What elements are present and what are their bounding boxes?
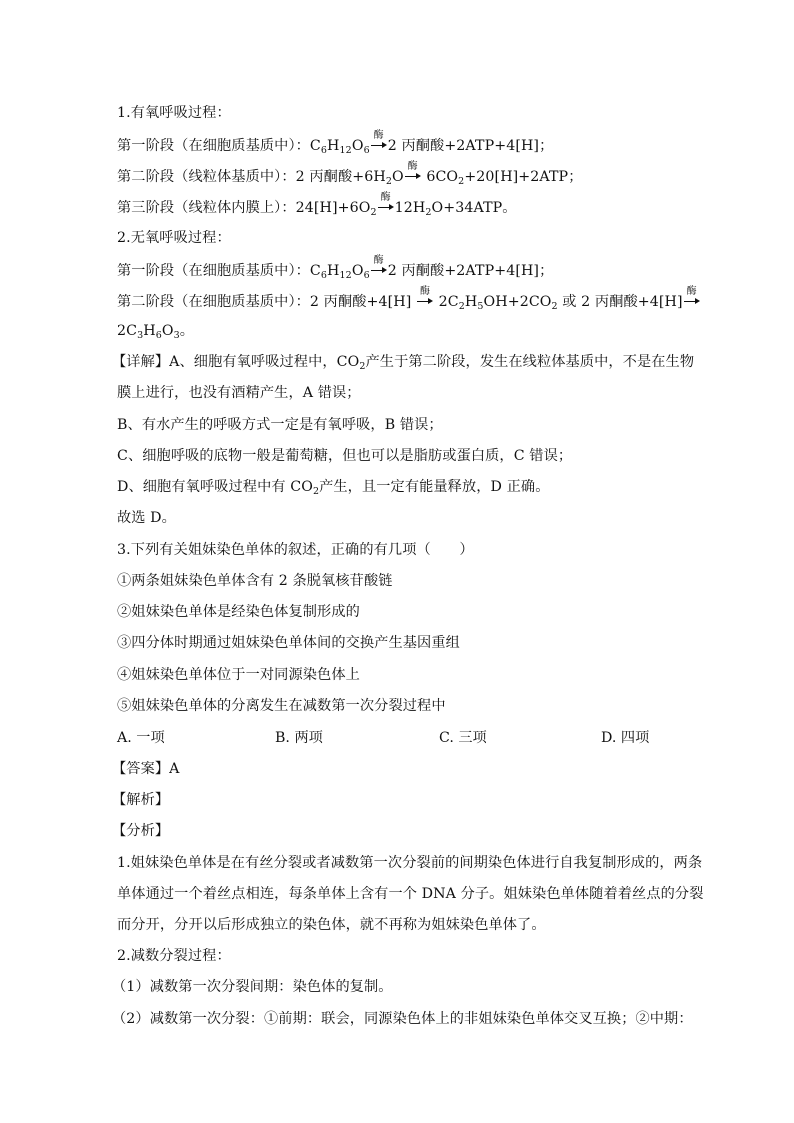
option-d: D. 四项 — [601, 730, 650, 746]
analysis-label: 【解析】 — [112, 792, 170, 808]
question-3-item-5: ⑤姐妹染色单体的分离发生在减数第一次分裂过程中 — [117, 698, 446, 714]
option-c: C. 三项 — [439, 730, 487, 746]
anaerobic-stage-1: 第一阶段（在细胞质基质中）：$C_6H_{12}O_6$ 酶 2 丙酮酸+2ATP+4[H]； — [117, 255, 554, 281]
answer-label: 【答案】A — [112, 761, 180, 777]
analysis-p2-item-2: （2）减数第一次分裂：①前期：联会，同源染色体上的非姐妹染色单体交叉互换；②中期： — [112, 1011, 693, 1027]
question-3-options — [117, 728, 677, 748]
enzyme-arrow-icon: 酶 — [684, 290, 700, 308]
question-3-item-1: ①两条姐妹染色单体含有 2 条脱氧核苷酸链 — [117, 573, 393, 589]
analysis-p1-line-1: 1.姐妹染色单体是在有丝分裂或者减数第一次分裂前的间期染色体进行自我复制形成的，两条 — [117, 855, 703, 871]
analysis-p1-line-3: 而分开，分开以后形成独立的染色体，就不再称为姐妹染色单体了。 — [117, 917, 546, 933]
question-3-item-4: ④姐妹染色单体位于一对同源染色体上 — [117, 667, 360, 683]
aerobic-stage-2: 第二阶段（线粒体基质中）：2 丙酮酸$+6H_2O$ 酶 $6CO_2+20[H]+2ATP$； — [117, 161, 583, 187]
anaerobic-title: 2.无氧呼吸过程： — [117, 230, 231, 246]
analysis-p2-title: 2.减数分裂过程： — [117, 948, 231, 964]
analysis-section-label: 【分析】 — [112, 823, 170, 839]
anaerobic-stage-2-cont: $2C_3H_6O_3$。 — [117, 323, 195, 341]
enzyme-arrow-icon: 酶 — [405, 165, 421, 183]
question-3-item-2: ②姐妹染色单体是经染色体复制形成的 — [117, 604, 360, 620]
question-3-item-3: ③四分体时期通过姐妹染色单体间的交换产生基因重组 — [117, 635, 460, 651]
enzyme-arrow-icon: 酶 — [417, 290, 433, 308]
aerobic-stage-3: 第三阶段（线粒体内膜上）：$24[H]+6O_2$ 酶 $12H_2O+34ATP$。 — [117, 192, 517, 218]
detail-b: B、有水产生的呼吸方式一定是有氧呼吸，B 错误； — [117, 417, 443, 433]
detail-a-line-1: 【详解】A、细胞有氧呼吸过程中，$CO_2$产生于第二阶段，发生在线粒体基质中，不是在生物 — [112, 354, 695, 372]
detail-choose: 故选 D。 — [117, 510, 176, 526]
aerobic-stage-1: 第一阶段（在细胞质基质中）：$C_6H_{12}O_6$ 酶 2 丙酮酸+2ATP+4[H]； — [117, 130, 554, 156]
option-b: B. 两项 — [275, 730, 323, 746]
analysis-p2-item-1: （1）减数第一次分裂间期：染色体的复制。 — [112, 979, 393, 995]
detail-a-line-2: 膜上进行，也没有酒精产生，A 错误； — [117, 385, 361, 401]
analysis-p1-line-2: 单体通过一个着丝点相连，每条单体上含有一个 DNA 分子。姐妹染色单体随着着丝点的分裂 — [117, 886, 704, 902]
detail-d: D、细胞有氧呼吸过程中有 $CO_2$产生，且一定有能量释放，D 正确。 — [117, 479, 550, 497]
aerobic-title: 1.有氧呼吸过程： — [117, 105, 231, 121]
question-3-stem: 3.下列有关姐妹染色单体的叙述，正确的有几项（ ） — [117, 542, 474, 558]
enzyme-arrow-icon: 酶 — [371, 259, 387, 277]
option-a: A. 一项 — [117, 730, 165, 746]
anaerobic-stage-2: 第二阶段（在细胞质基质中）：2 丙酮酸+4[H] 酶 $2C_2H_5OH+2CO_2$ 或 2 丙酮酸+4[H] 酶 — [117, 290, 701, 312]
enzyme-arrow-icon: 酶 — [371, 134, 387, 152]
enzyme-arrow-icon: 酶 — [378, 196, 394, 214]
detail-c: C、细胞呼吸的底物一般是葡萄糖，但也可以是脂肪或蛋白质，C 错误； — [117, 448, 573, 464]
